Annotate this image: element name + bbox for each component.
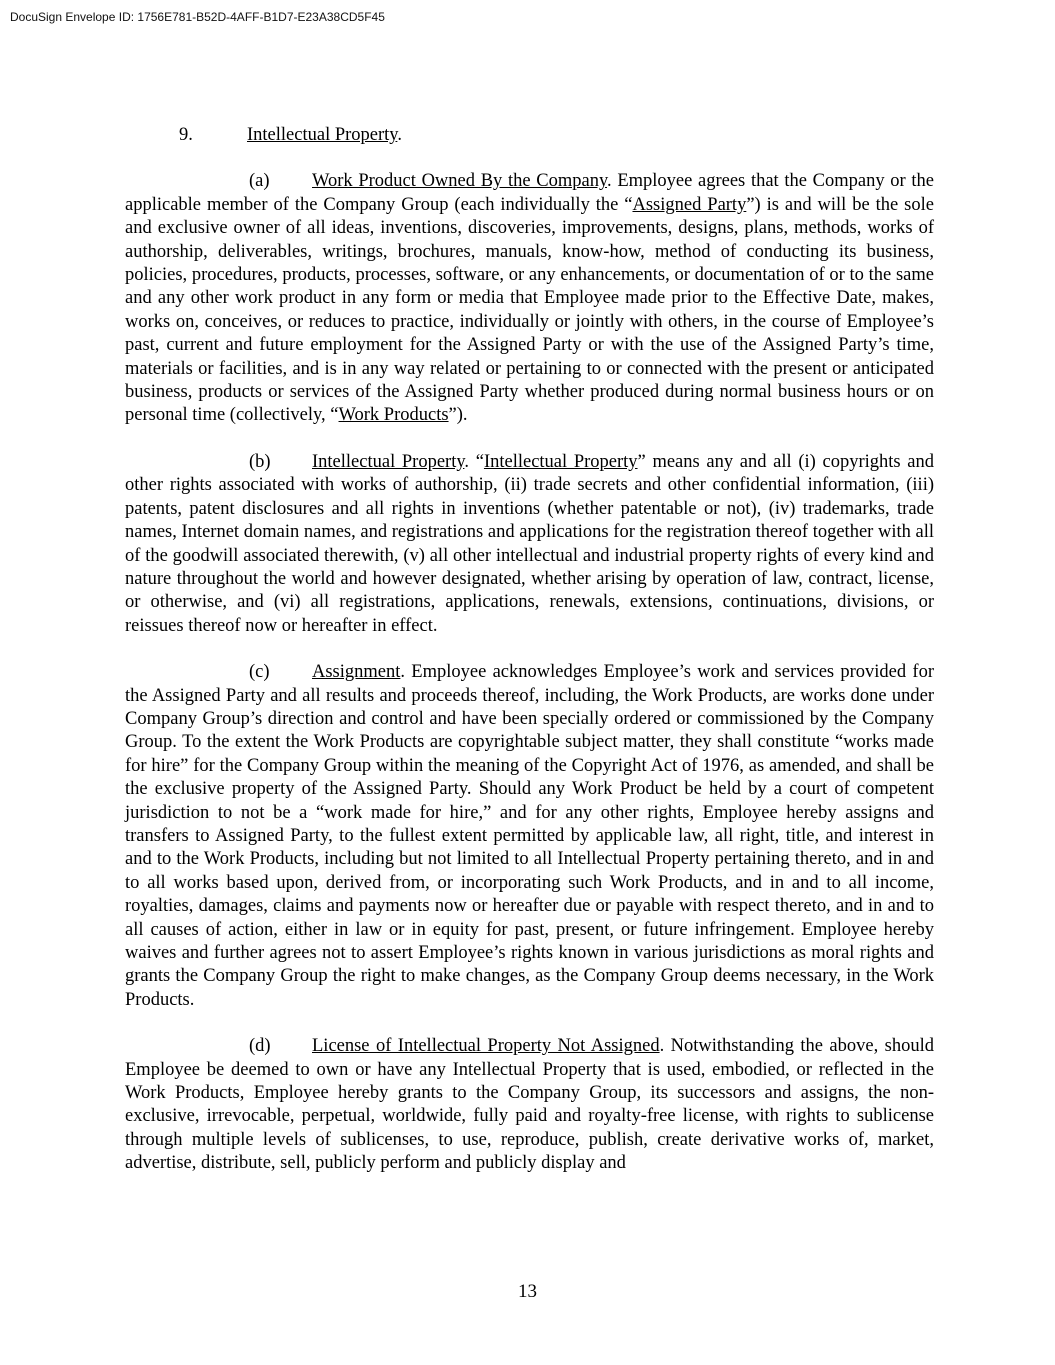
section-title: Intellectual Property [247, 125, 398, 145]
defined-term-assigned-party: Assigned Party [632, 194, 747, 215]
paragraph-a [125, 170, 934, 427]
section-title-end: . [397, 125, 402, 145]
defined-term-work-products: Work Products [338, 405, 449, 426]
paragraph-c-title: Assignment [312, 662, 401, 683]
page-number: 13 [518, 1281, 537, 1302]
paragraph-c [125, 661, 934, 1012]
paragraph-c-label: (c) [249, 662, 270, 683]
paragraph-b-label: (b) [249, 451, 271, 472]
document-page [125, 124, 934, 1199]
paragraph-b-title: Intellectual Property [312, 451, 465, 472]
paragraph-c-text: . Employee acknowledges Employee’s work and services provided for the Assigned Party and all results and proceeds thereof, including, the Work Products, are works done under Company Group’s direction and control and have been specially ordered or commissioned by the Company Group. To the extent the Work Products are copyrightable subject matter, they shall constitute “works made for hire” for the Company Group within the meaning of the Copyright Act of 1976, as amended, and shall be the exclusive property of the Assigned Party. Should any Work Product be held by a court of competent jurisdiction to not be a “work made for hire,” and for any other rights, Employee hereby assigns and transfers to Assigned Party, to the fullest extent permitted by applicable law, all right, title, and interest in and to the Work Products, including but not limited to all Intellectual Property pertaining thereto, and in and to all works based upon, derived from, or incorporating such Work Products, and in and to all income, royalties, damages, claims and payments now or hereafter due or payable with respect thereto, and in and to all causes of action, either in law or in equity for past, present, or future infringement. Employee hereby waives and further agrees not to assert Employee’s rights known in various jurisdictions as moral rights and grants the Company Group the right to make changes, as the Company Group deems necessary, in the Work Products. [125, 662, 934, 1010]
paragraph-a-text-1: . Employee agrees that the Company or the applicable member of the Company Group (each individually the “ [125, 171, 934, 215]
paragraph-a-title: Work Product Owned By the Company [312, 171, 607, 192]
section-number: 9. [179, 125, 193, 145]
paragraph-d [125, 1035, 934, 1175]
paragraph-b-text-2: ” means any and all (i) copyrights and other rights associated with works of authorship, (ii) trade secrets and other confidential information, (iii) patents, patent disclosures and all rights in inventions (whether patentable or not), (iv) trademarks, trade names, Internet domain names, and registrations and applications for the registration thereof together with all of the goodwill associated therewith, (v) all other intellectual and industrial property rights of every kind and nature throughout the world and however designated, whether arising by operation of law, contract, license, or otherwise, and (vi) all registrations, applications, renewals, extensions, continuations, divisions, or reissues thereof now or hereafter in effect. [125, 451, 934, 636]
paragraph-b [125, 451, 934, 638]
paragraph-a-text-3: ”). [448, 405, 468, 426]
docusign-envelope-id: DocuSign Envelope ID: 1756E781-B52D-4AFF-B1D7-E23A38CD5F45 [10, 10, 385, 24]
paragraph-a-label: (a) [249, 171, 270, 192]
paragraph-d-label: (d) [249, 1036, 271, 1057]
paragraph-d-text: . Notwithstanding the above, should Employee be deemed to own or have any Intellectual Property that is used, embodied, or reflected in the Work Products, Employee hereby grants to the Company Group, its successors and assigns, the non-exclusive, irrevocable, perpetual, worldwide, fully paid and royalty-free license, with rights to sublicense through multiple levels of sublicenses, to use, reproduce, publish, create derivative works of, market, advertise, distribute, sell, publicly perform and publicly display and [125, 1036, 934, 1174]
section-heading [125, 124, 934, 147]
defined-term-intellectual-property: Intellectual Property [483, 451, 638, 472]
paragraph-a-text-2: ”) is and will be the sole and exclusive owner of all ideas, inventions, discoveries, improvements, designs, plans, methods, works of authorship, deliverables, writings, brochures, manuals, know-how, method of conducting its business, policies, procedures, products, processes, software, or any enhancements, or documentation of or to the same and any other work product in any form or media that Employee made prior to the Effective Date, makes, works on, conceives, or reduces to practice, individually or jointly with others, in the course of Employee’s past, current and future employment for the Assigned Party or with the use of the Assigned Party’s time, materials or facilities, and is in any way related or pertaining to or connected with the present or anticipated business, products or services of the Assigned Party whether produced during normal business hours or on personal time (collectively, “ [125, 194, 934, 426]
paragraph-d-title: License of Intellectual Property Not Assigned [312, 1036, 660, 1057]
paragraph-b-text-1: . “ [464, 451, 484, 472]
